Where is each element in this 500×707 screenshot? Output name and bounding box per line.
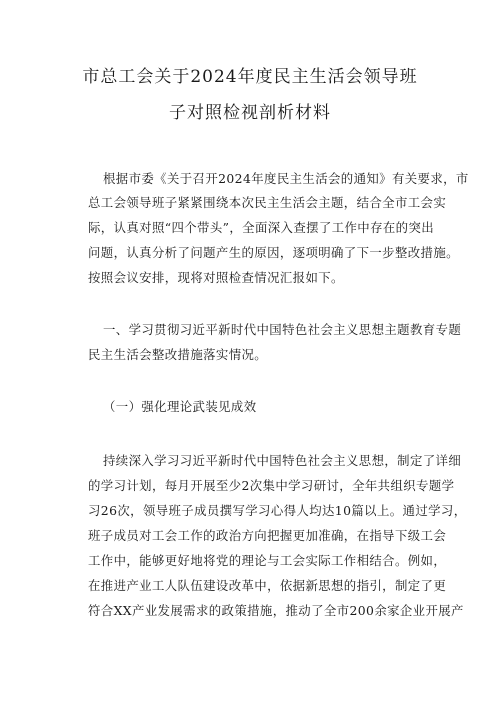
document-title-line-1: 市总工会关于2024年度民主生活会领导班: [82, 67, 418, 87]
section-heading-line: 一、学习贯彻习近平新时代中国特色社会主义思想主题教育专题: [103, 322, 462, 337]
body-line: 持续深入学习习近平新时代中国特色社会主义思想，制定了详细: [103, 453, 462, 468]
body-line: 习26次，领导班子成员撰写学习心得人均达10篇以上。通过学习，: [88, 503, 467, 518]
intro-line: 根据市委《关于召开2024年度民主生活会的通知》有关要求，市: [103, 171, 469, 186]
section-heading-line: 民主生活会整改措施落实情况。: [88, 347, 268, 362]
body-line: 的学习计划，每月开展至少2次集中学习研讨，全年共组织专题学: [88, 478, 455, 493]
document-title-line-2: 子对照检视剖析材料: [169, 103, 331, 123]
intro-line: 总工会领导班子紧紧围绕本次民主生活会主题，结合全市工会实: [88, 195, 447, 210]
body-line: 班子成员对工会工作的政治方向把握更加准确，在指导下级工会: [88, 528, 447, 543]
body-line: 符合XX产业发展需求的政策措施，推动了全市200余家企业开展产: [88, 603, 464, 618]
subsection-heading: （一）强化理论武装见成效: [103, 399, 257, 414]
intro-line: 际，认真对照“四个带头”，全面深入查摆了工作中存在的突出: [88, 220, 435, 235]
body-line: 工作中，能够更好地将党的理论与工会实际工作相结合。例如，: [88, 553, 447, 568]
body-line: 在推进产业工人队伍建设改革中，依据新思想的指引，制定了更: [88, 578, 447, 593]
intro-line: 按照会议安排，现将对照检查情况汇报如下。: [88, 270, 344, 285]
intro-line: 问题，认真分析了问题产生的原因，逐项明确了下一步整改措施。: [88, 245, 459, 260]
